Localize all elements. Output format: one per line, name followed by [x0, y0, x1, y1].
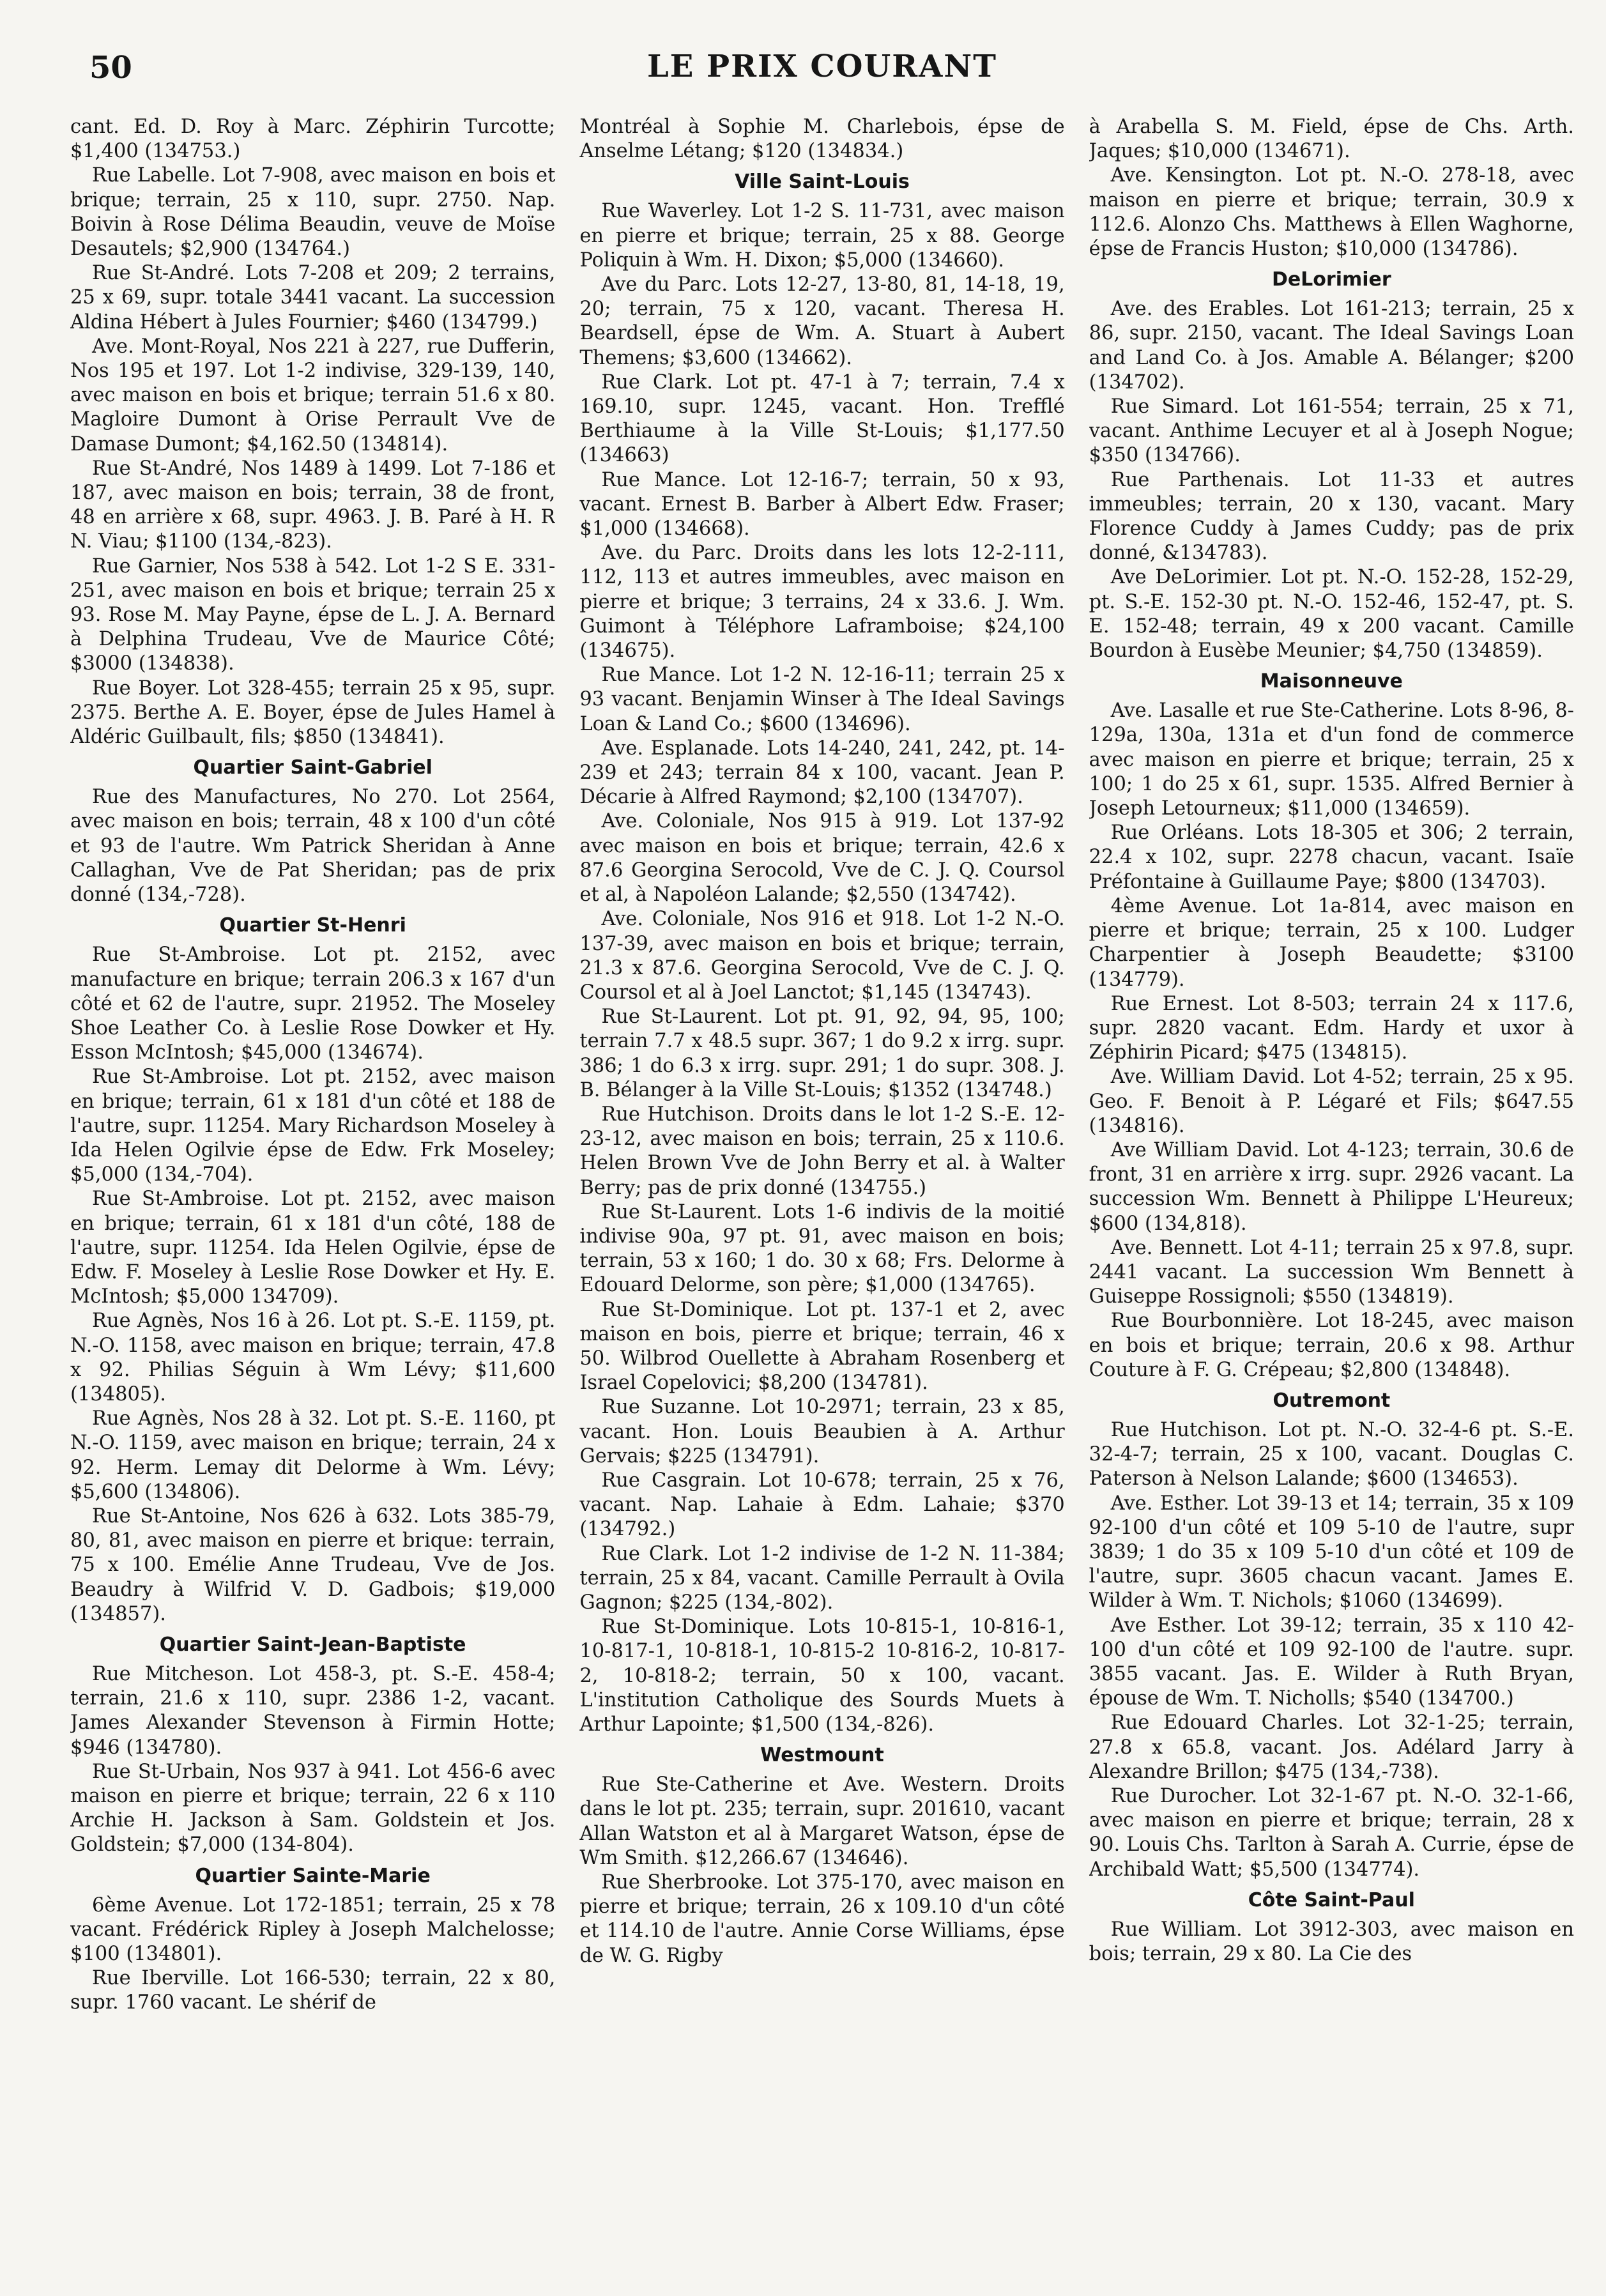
column-2	[579, 115, 1064, 2274]
listing-entry: Rue Bourbonnière. Lot 18-245, avec maison en bois et brique; terrain, 20.6 x 98. Arthur Couture à F. G. Crépeau; $2,800 (134848).	[1089, 1310, 1574, 1381]
listing-entry: Ave. Lasalle et rue Ste-Catherine. Lots 8-96, 8-129a, 130a, 131a et d'un fond de commerce avec maison en pierre et brique; terrain, 25 x 100; 1 do 25 x 61, supr. 1535. Alfred Bernier à Joseph Letourneux; $11,000 (134659).	[1089, 700, 1574, 820]
column-3	[1089, 115, 1574, 2274]
listing-entry: Rue des Manufactures, No 270. Lot 2564, avec maison en bois; terrain, 48 x 100 d'un côté et 93 de l'autre. Wm Patrick Sheridan à Anne Callaghan, Vve de Pat Sheridan; pas de prix donné (134,-728).	[70, 786, 556, 907]
listing-entry: Rue Ernest. Lot 8-503; terrain 24 x 117.6, supr. 2820 vacant. Edm. Hardy et uxor à Zéphirin Picard; $475 (134815).	[1089, 992, 1574, 1064]
listing-entry: Rue Mance. Lot 1-2 N. 12-16-11; terrain 25 x 93 vacant. Benjamin Winser à The Ideal Savings Loan & Land Co.; $600 (134696).	[579, 664, 1065, 735]
listing-entry: Ave DeLorimier. Lot pt. N.-O. 152-28, 152-29, pt. S.-E. 152-30 pt. N.-O. 152-46, 152-47, pt. S. E. 152-48; terrain, 49 x 200 vacant. Camille Bourdon à Eusèbe Meunier; $4,750 (134859).	[1089, 566, 1574, 662]
listing-entry: Rue St-Ambroise. Lot pt. 2152, avec maison en brique; terrain, 61 x 181 d'un côté, 188 de l'autre, supr. 11254. Ida Helen Ogilvie, épse de Edw. F. Moseley à Leslie Rose Dowker et Hy. E. McIntosh; $5,000 134709).	[70, 1188, 556, 1308]
page-header	[70, 46, 1574, 116]
listing-entry: Rue Orléans. Lots 18-305 et 306; 2 terrain, 22.4 x 102, supr. 2278 chacun, vacant. Isaïe Préfontaine à Guillaume Paye; $800 (134703).	[1089, 822, 1574, 893]
listing-entry: Rue Agnès, Nos 28 à 32. Lot pt. S.-E. 1160, pt N.-O. 1159, avec maison en brique; terrain, 24 x 92. Herm. Lemay dit Delorme à Wm. Lévy; $5,600 (134806).	[70, 1407, 556, 1503]
journal-title: LE PRIX COURANT	[646, 49, 998, 84]
listing-entry: Rue Garnier, Nos 538 à 542. Lot 1-2 S E. 331-251, avec maison en bois et brique; terrain 25 x 93. Rose M. May Payne, épse de L. J. A. Bernard à Delphina Trudeau, Vve de Maurice Côté; $3000 (134838).	[70, 555, 556, 675]
listing-entry: Rue Mance. Lot 12-16-7; terrain, 50 x 93, vacant. Ernest B. Barber à Albert Edw. Fraser; $1,000 (134668).	[579, 468, 1065, 540]
listing-entry: Rue Boyer. Lot 328-455; terrain 25 x 95, supr. 2375. Berthe A. E. Boyer, épse de Jules Hamel à Aldéric Guilbault, fils; $850 (134841).	[70, 677, 556, 749]
listing-entry: Rue Ste-Catherine et Ave. Western. Droits dans le lot pt. 235; terrain, supr. 201610, vacant Allan Watston et al à Margaret Watson, épse de Wm Smith. $12,266.67 (134646).	[579, 1773, 1065, 1869]
section-heading: Quartier Sainte-Marie	[195, 1864, 431, 1887]
listing-entry: Ave. du Parc. Droits dans les lots 12-2-111, 112, 113 et autres immeubles, avec maison en pierre et brique; 3 terrains, 24 x 33.6. J. Wm. Guimont à Téléphore Laframboise; $24,100 (134675).	[579, 542, 1065, 662]
listing-entry: Rue Labelle. Lot 7-908, avec maison en bois et brique; terrain, 25 x 110, supr. 2750. Nap. Boivin à Rose Délima Beaudin, veuve de Moïse Desautels; $2,900 (134764.)	[70, 164, 556, 261]
listing-entry: Rue St-André. Lots 7-208 et 209; 2 terrains, 25 x 69, supr. totale 3441 vacant. La succession Aldina Hébert à Jules Fournier; $460 (134799.)	[70, 262, 556, 333]
listing-entry: Rue Hutchison. Droits dans le lot 1-2 S.-E. 12-23-12, avec maison en bois; terrain, 25 x 110.6. Helen Brown Vve de John Berry et al. à Walter Berry; pas de prix donné (134755.)	[579, 1103, 1065, 1199]
page-number: 50	[89, 50, 132, 86]
listing-entry: Rue Suzanne. Lot 10-2971; terrain, 23 x 85, vacant. Hon. Louis Beaubien à A. Arthur Gervais; $225 (134791).	[579, 1396, 1065, 1467]
listing-entry: Ave. Kensington. Lot pt. N.-O. 278-18, avec maison en pierre et brique; terrain, 30.9 x 112.6. Alonzo Chs. Matthews à Ellen Waghorne, épse de Francis Huston; $10,000 (134786).	[1089, 164, 1574, 261]
listing-entry: cant. Ed. D. Roy à Marc. Zéphirin Turcotte; $1,400 (134753.)	[70, 116, 556, 163]
listing-entry: Rue St-Urbain, Nos 937 à 941. Lot 456-6 avec maison en pierre et brique; terrain, 22 6 x 110 Archie H. Jackson à Sam. Goldstein et Jos. Goldstein; $7,000 (134-804).	[70, 1760, 556, 1856]
listing-entry: Ave. William David. Lot 4-52; terrain, 25 x 95. Geo. F. Benoit à P. Légaré et Fils; $647.55 (134816).	[1089, 1066, 1574, 1137]
listing-entry: Rue Casgrain. Lot 10-678; terrain, 25 x 76, vacant. Nap. Lahaie à Edm. Lahaie; $370 (134792.)	[579, 1469, 1065, 1541]
listing-entry: Rue St-Antoine, Nos 626 à 632. Lots 385-79, 80, 81, avec maison en pierre et brique: terrain, 75 x 100. Emélie Anne Trudeau, Vve de Jos. Beaudry à Wilfrid V. D. Gadbois; $19,000 (134857).	[70, 1504, 556, 1625]
listing-entry: Rue St-Ambroise. Lot pt. 2152, avec manufacture en brique; terrain 206.3 x 167 d'un côté et 62 de l'autre, supr. 21952. The Moseley Shoe Leather Co. à Leslie Rose Dowker et Hy. Esson McIntosh; $45,000 (134674).	[70, 944, 556, 1064]
section-heading: Quartier Saint-Gabriel	[193, 756, 432, 779]
listing-entry: Ave. des Erables. Lot 161-213; terrain, 25 x 86, supr. 2150, vacant. The Ideal Savings Loan and Land Co. à Jos. Amable A. Bélanger; $200 (134702).	[1089, 298, 1574, 394]
listing-entry: Rue St-André, Nos 1489 à 1499. Lot 7-186 et 187, avec maison en bois; terrain, 38 de front, 48 en arrière x 68, supr. 4963. J. B. Paré à H. R N. Viau; $1100 (134,-823).	[70, 457, 556, 553]
listing-entry: Rue Agnès, Nos 16 à 26. Lot pt. S.-E. 1159, pt. N.-O. 1158, avec maison en brique; terrain, 47.8 x 92. Philias Séguin à Wm Lévy; $11,600 (134805).	[70, 1310, 556, 1405]
section-heading: Ville Saint-Louis	[735, 171, 910, 194]
listing-entry: Rue St-Ambroise. Lot pt. 2152, avec maison en brique; terrain, 61 x 181 d'un côté et 188 de l'autre, supr. 11254. Mary Richardson Moseley à Ida Helen Ogilvie épse de Edw. Frk Moseley; $5,000 (134,-704).	[70, 1066, 556, 1186]
listing-entry: Rue St-Laurent. Lots 1-6 indivis de la moitié indivise 90a, 97 pt. 91, avec maison en bois; terrain, 53 x 160; 1 do. 30 x 68; Frs. Delorme à Edouard Delorme, son père; $1,000 (134765).	[579, 1200, 1065, 1297]
section-heading: Outremont	[1273, 1389, 1391, 1412]
listing-entry: Ave. Coloniale, Nos 916 et 918. Lot 1-2 N.-O. 137-39, avec maison en bois et brique; terrain, 21.3 x 87.6. Georgina Serocold, Vve de C. J. Q. Coursol et al à Joel Lanctot; $1,145 (134743).	[579, 908, 1065, 1004]
listing-entry: Ave. Esplanade. Lots 14-240, 241, 242, pt. 14-239 et 243; terrain 84 x 100, vacant. Jean P. Décarie à Alfred Raymond; $2,100 (134707).	[579, 737, 1065, 809]
listing-entry: 4ème Avenue. Lot 1a-814, avec maison en pierre et brique; terrain, 25 x 100. Ludger Charpentier à Joseph Beaudette; $3100 (134779).	[1089, 894, 1574, 991]
listing-entry: Ave Esther. Lot 39-12; terrain, 35 x 110 42-100 d'un côté et 109 92-100 de l'autre. supr. 3855 vacant. Jas. E. Wilder à Ruth Bryan, épouse de Wm. T. Nicholls; $540 (134700.)	[1089, 1614, 1574, 1710]
listing-entry: Rue Waverley. Lot 1-2 S. 11-731, avec maison en pierre et brique; terrain, 25 x 88. George Poliquin à Wm. H. Dixon; $5,000 (134660).	[579, 200, 1065, 272]
section-heading: Côte Saint-Paul	[1248, 1888, 1415, 1911]
column-1	[70, 115, 555, 2274]
section-heading: DeLorimier	[1271, 268, 1391, 291]
section-heading: Quartier St-Henri	[219, 914, 406, 937]
listing-entry: Rue St-Dominique. Lot pt. 137-1 et 2, avec maison en bois, pierre et brique; terrain, 46 x 50. Wilbrod Ouellette à Abraham Rosenberg et Israel Copelovici; $8,200 (134781).	[579, 1298, 1065, 1395]
text-columns	[70, 115, 1574, 2274]
listing-entry: Rue Durocher. Lot 32-1-67 pt. N.-O. 32-1-66, avec maison en pierre et brique; terrain, 28 x 90. Louis Chs. Tarlton à Sarah A. Currie, épse de Archibald Watt; $5,500 (134774).	[1089, 1785, 1574, 1881]
listing-entry: Rue Parthenais. Lot 11-33 et autres immeubles; terrain, 20 x 130, vacant. Mary Florence Cuddy à James Cuddy; pas de prix donné, &134783).	[1089, 468, 1574, 565]
listing-entry: Rue Sherbrooke. Lot 375-170, avec maison en pierre et brique; terrain, 26 x 109.10 d'un côté et 114.10 de l'autre. Annie Corse Williams, épse de W. G. Rigby	[579, 1871, 1065, 1967]
listing-entry: Rue William. Lot 3912-303, avec maison en bois; terrain, 29 x 80. La Cie des	[1089, 1918, 1574, 1966]
listing-entry: Ave du Parc. Lots 12-27, 13-80, 81, 14-18, 19, 20; terrain, 75 x 120, vacant. Theresa H. Beardsell, épse de Wm. A. Stuart à Aubert Themens; $3,600 (134662).	[579, 273, 1065, 369]
listing-entry: Ave. Bennett. Lot 4-11; terrain 25 x 97.8, supr. 2441 vacant. La succession Wm Bennett à Guiseppe Rossignoli; $550 (134819).	[1089, 1236, 1574, 1308]
listing-entry: Ave. Coloniale, Nos 915 à 919. Lot 137-92 avec maison en bois et brique; terrain, 42.6 x 87.6 Georgina Serocold, Vve de C. J. Q. Coursol et al, à Napoléon Lalande; $2,550 (134742).	[579, 810, 1065, 907]
listing-entry: Rue Hutchison. Lot pt. N.-O. 32-4-6 pt. S.-E. 32-4-7; terrain, 25 x 100, vacant. Douglas C. Paterson à Nelson Lalande; $600 (134653).	[1089, 1418, 1574, 1490]
section-heading: Quartier Saint-Jean-Baptiste	[159, 1633, 466, 1656]
listing-entry: Ave. Esther. Lot 39-13 et 14; terrain, 35 x 109 92-100 d'un côté et 109 5-10 de l'autre, supr 3839; 1 do 35 x 109 5-10 d'un côté et 109 de l'autre, supr. 3605 chacun vacant. James E. Wilder à Wm. T. Nichols; $1060 (134699).	[1089, 1492, 1574, 1612]
listing-entry: Rue St-Dominique. Lots 10-815-1, 10-816-1, 10-817-1, 10-818-1, 10-815-2 10-816-2, 10-817-2, 10-818-2; terrain, 50 x 100, vacant. L'institution Catholique des Sourds Muets à Arthur Lapointe; $1,500 (134,-826).	[579, 1616, 1065, 1736]
listing-entry: Rue Simard. Lot 161-554; terrain, 25 x 71, vacant. Anthime Lecuyer et al à Joseph Nogue; $350 (134766).	[1089, 395, 1574, 467]
listing-entry: Rue Iberville. Lot 166-530; terrain, 22 x 80, supr. 1760 vacant. Le shérif de	[70, 1967, 556, 2014]
listing-entry: Rue Mitcheson. Lot 458-3, pt. S.-E. 458-4; terrain, 21.6 x 110, supr. 2386 1-2, vacant. James Alexander Stevenson à Firmin Hotte; $946 (134780).	[70, 1662, 556, 1759]
section-heading: Maisonneuve	[1260, 670, 1403, 693]
listing-entry: Rue Edouard Charles. Lot 32-1-25; terrain, 27.8 x 65.8, vacant. Jos. Adélard Jarry à Alexandre Brillon; $475 (134,-738).	[1089, 1711, 1574, 1783]
section-heading: Westmount	[760, 1744, 884, 1767]
listing-entry: Rue St-Laurent. Lot pt. 91, 92, 94, 95, 100; terrain 7.7 x 48.5 supr. 367; 1 do 9.2 x irrg. supr. 386; 1 do 6.3 x irrg. supr. 291; 1 do supr. 308. J. B. Bélanger à la Ville St-Louis; $1352 (134748.)	[579, 1006, 1065, 1101]
listing-entry: Rue Clark. Lot pt. 47-1 à 7; terrain, 7.4 x 169.10, supr. 1245, vacant. Hon. Trefflé Berthiaume à la Ville St-Louis; $1,177.50 (134663)	[579, 371, 1065, 467]
listing-entry: Montréal à Sophie M. Charlebois, épse de Anselme Létang; $120 (134834.)	[579, 116, 1065, 163]
listing-entry: Rue Clark. Lot 1-2 indivise de 1-2 N. 11-384; terrain, 25 x 84, vacant. Camille Perrault à Ovila Gagnon; $225 (134,-802).	[579, 1542, 1065, 1614]
listing-entry: Ave William David. Lot 4-123; terrain, 30.6 de front, 31 en arrière x irrg. supr. 2926 vacant. La succession Wm. Bennett à Philippe L'Heureux; $600 (134,818).	[1089, 1138, 1574, 1235]
listing-entry: à Arabella S. M. Field, épse de Chs. Arth. Jaques; $10,000 (134671).	[1089, 116, 1574, 163]
listing-entry: Ave. Mont-Royal, Nos 221 à 227, rue Dufferin, Nos 195 et 197. Lot 1-2 indivise, 329-139, 140, avec maison en bois et brique; terrain 51.6 x 80. Magloire Dumont à Orise Perrault Vve de Damase Dumont; $4,162.50 (134814).	[70, 335, 556, 455]
listing-entry: 6ème Avenue. Lot 172-1851; terrain, 25 x 78 vacant. Frédérick Ripley à Joseph Malchelosse; $100 (134801).	[70, 1894, 556, 1966]
